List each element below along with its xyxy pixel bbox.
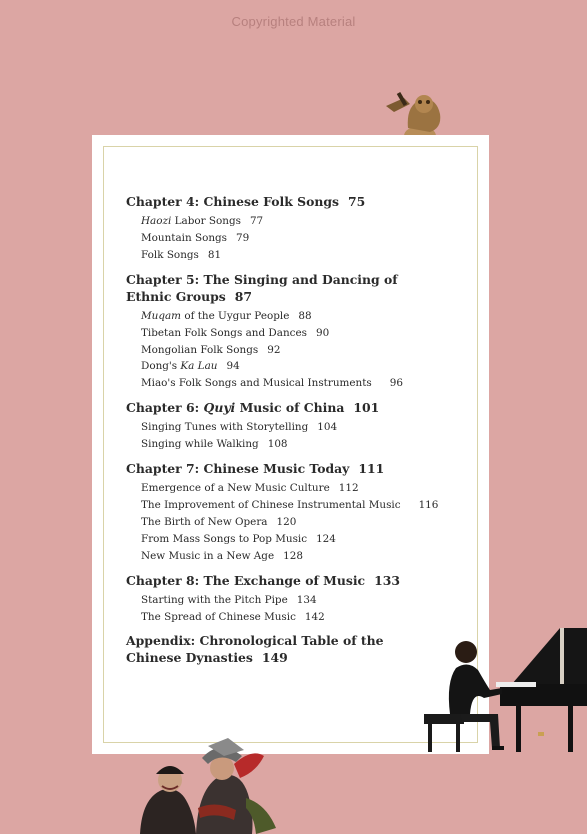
toc-entry: New Music in a New Age 128	[141, 549, 303, 562]
toc-entry: Tibetan Folk Songs and Dances 90	[141, 326, 330, 339]
toc-entry: Emergence of a New Music Culture 112	[141, 482, 359, 495]
toc-entry: Mongolian Folk Songs 92	[141, 343, 281, 356]
toc-entry: Singing while Walking 108	[141, 438, 288, 451]
toc-entry: The Spread of Chinese Music 142	[141, 610, 325, 623]
chapter-8-entries	[141, 592, 426, 626]
chapter-4-heading: Chapter 4: Chinese Folk Songs 75	[126, 194, 366, 209]
toc-entry: Singing Tunes with Storytelling 104	[141, 421, 338, 434]
chapter-6-entries	[141, 419, 426, 453]
chapter-6-heading: Chapter 6: Quyi Music of China 101	[126, 400, 380, 416]
toc-entry: Haozi Labor Songs 77	[141, 215, 264, 227]
table-of-contents	[126, 193, 439, 669]
toc-entry: From Mass Songs to Pop Music 124	[141, 532, 336, 545]
chapter-5-entries	[141, 308, 426, 393]
singers-illustration	[136, 738, 286, 834]
toc-entry: Dong's Ka Lau 94	[141, 360, 240, 373]
toc-entry: Starting with the Pitch Pipe 134	[141, 593, 317, 606]
toc-entry: The Improvement of Chinese Instrumental Music 116	[141, 498, 439, 511]
toc-entry: Folk Songs 81	[141, 248, 222, 261]
chapter-8-heading: Chapter 8: The Exchange of Music 133	[126, 572, 400, 588]
toc-entry: Muqam of the Uygur People 88	[141, 309, 312, 322]
copyright-watermark: Copyrighted Material	[231, 14, 356, 29]
chapter-7-entries	[141, 480, 439, 565]
toc-entry: The Birth of New Opera 120	[141, 515, 297, 528]
toc-entry: Mountain Songs 79	[141, 231, 250, 244]
chapter-7-heading: Chapter 7: Chinese Music Today 111	[126, 461, 385, 477]
pianist-illustration	[420, 628, 587, 754]
toc-entry: Miao's Folk Songs and Musical Instruments 96	[141, 377, 403, 390]
chapter-4-entries	[141, 213, 426, 264]
chapter-5-heading: Chapter 5: The Singing and Dancing of Ethnic Groups 87	[126, 271, 398, 304]
appendix-heading: Appendix: Chronological Table of the Chinese Dynasties 149	[126, 633, 384, 666]
